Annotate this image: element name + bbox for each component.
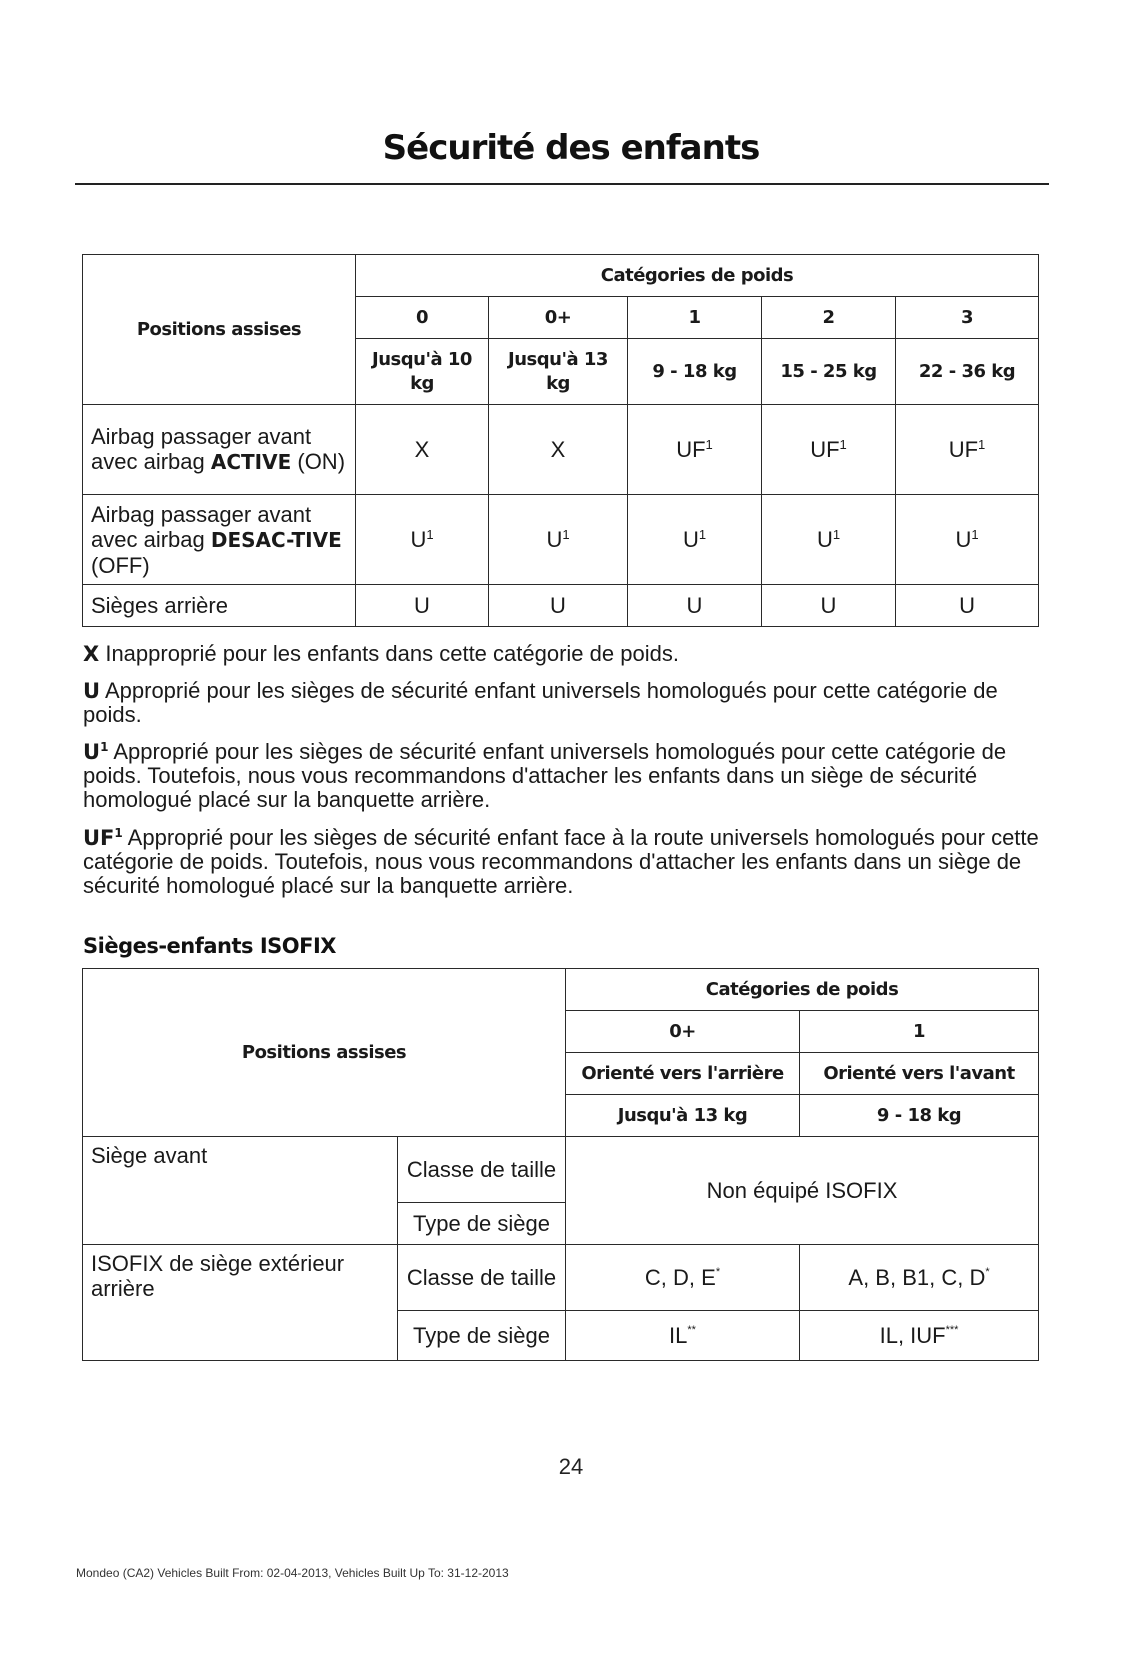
legend-item: $U^1$ Approprié pour les sièges de sécurité enfant universels homologués pour cette catégorie de poids. Toutefois, nous vous recommandons d'attacher les enfants dans un siège de sécurité homologué placé sur la banquette arrière.: [83, 739, 1007, 812]
cell-value: $U^1$: [896, 495, 1039, 585]
cell-value: U: [896, 585, 1039, 627]
cell-value: $UF^1$: [628, 405, 762, 495]
table-row: [83, 1137, 1039, 1203]
section-heading-isofix: Sièges-enfants ISOFIX: [83, 934, 336, 958]
size-class-label: Classe de taille: [398, 1245, 566, 1311]
cell-value: $U^1$: [356, 495, 489, 585]
legend-item: X Inapproprié pour les enfants dans cette catégorie de poids.: [83, 641, 679, 666]
table-row: [83, 1245, 1039, 1311]
category-weight: 15 - 25 kg: [762, 339, 896, 405]
legend-item: U Approprié pour les sièges de sécurité enfant universels homologués pour cette catégorie de poids.: [83, 678, 998, 727]
row-label: Airbag passager avant avec airbag DESAC-TIVE (OFF): [83, 495, 356, 585]
row-label: Airbag passager avant avec airbag ACTIVE (ON): [83, 405, 356, 495]
not-equipped-value: Non équipé ISOFIX: [566, 1137, 1039, 1245]
category-code: 0+: [566, 1011, 800, 1053]
category-weight: 9 - 18 kg: [628, 339, 762, 405]
position-label: Siège avant: [83, 1137, 398, 1245]
isofix-table: [82, 968, 1039, 1361]
seat-type-label: Type de siège: [398, 1311, 566, 1361]
cell-value: U: [356, 585, 489, 627]
header-weight-categories: Catégories de poids: [566, 969, 1039, 1011]
seat-type-label: Type de siège: [398, 1203, 566, 1245]
cell-value: $U^1$: [762, 495, 896, 585]
table-row: [83, 495, 1039, 585]
cell-value: $U^1$: [628, 495, 762, 585]
title-divider: [75, 183, 1049, 185]
row-label: Sièges arrière: [83, 585, 356, 627]
category-weight: Jusqu'à 10 kg: [356, 339, 489, 405]
seat-type-value: IL, IUF***: [800, 1311, 1039, 1361]
cell-value: $UF^1$: [762, 405, 896, 495]
cell-value: X: [489, 405, 628, 495]
seating-positions-table: [82, 254, 1039, 627]
category-code: 1: [800, 1011, 1039, 1053]
cell-value: X: [356, 405, 489, 495]
size-class-value: C, D, E*: [566, 1245, 800, 1311]
seat-type-value: IL**: [566, 1311, 800, 1361]
table-row: [83, 405, 1039, 495]
cell-value: $U^1$: [489, 495, 628, 585]
header-positions-assises: Positions assises: [83, 255, 356, 405]
table-row: [83, 585, 1039, 627]
category-code: 0: [356, 297, 489, 339]
category-code: 0+: [489, 297, 628, 339]
cell-value: U: [489, 585, 628, 627]
category-code: 3: [896, 297, 1039, 339]
cell-value: U: [762, 585, 896, 627]
cell-value: $UF^1$: [896, 405, 1039, 495]
size-class-label: Classe de taille: [398, 1137, 566, 1203]
page-number: 24: [558, 1454, 584, 1479]
header-positions-assises: Positions assises: [83, 969, 566, 1137]
category-orientation: Orienté vers l'arrière: [566, 1053, 800, 1095]
footer-vehicle-info: Mondeo (CA2) Vehicles Built From: 02-04-2013, Vehicles Built Up To: 31-12-2013: [76, 1566, 509, 1580]
category-orientation: Orienté vers l'avant: [800, 1053, 1039, 1095]
category-weight: Jusqu'à 13 kg: [566, 1095, 800, 1137]
position-label: ISOFIX de siège extérieur arrière: [83, 1245, 398, 1361]
size-class-value: A, B, B1, C, D*: [800, 1245, 1039, 1311]
legend-item: $UF^1$ Approprié pour les sièges de sécurité enfant face à la route universels homologués pour cette catégorie de poids. Toutefois, nous vous recommandons d'attacher les enfants dans un siège de sécurité homologué placé sur la banquette arrière.: [83, 825, 1039, 898]
cell-value: U: [628, 585, 762, 627]
category-code: 2: [762, 297, 896, 339]
page-title: Sécurité des enfants: [382, 128, 760, 168]
category-weight: 22 - 36 kg: [896, 339, 1039, 405]
category-weight: Jusqu'à 13 kg: [489, 339, 628, 405]
category-weight: 9 - 18 kg: [800, 1095, 1039, 1137]
category-code: 1: [628, 297, 762, 339]
header-weight-categories: Catégories de poids: [356, 255, 1039, 297]
